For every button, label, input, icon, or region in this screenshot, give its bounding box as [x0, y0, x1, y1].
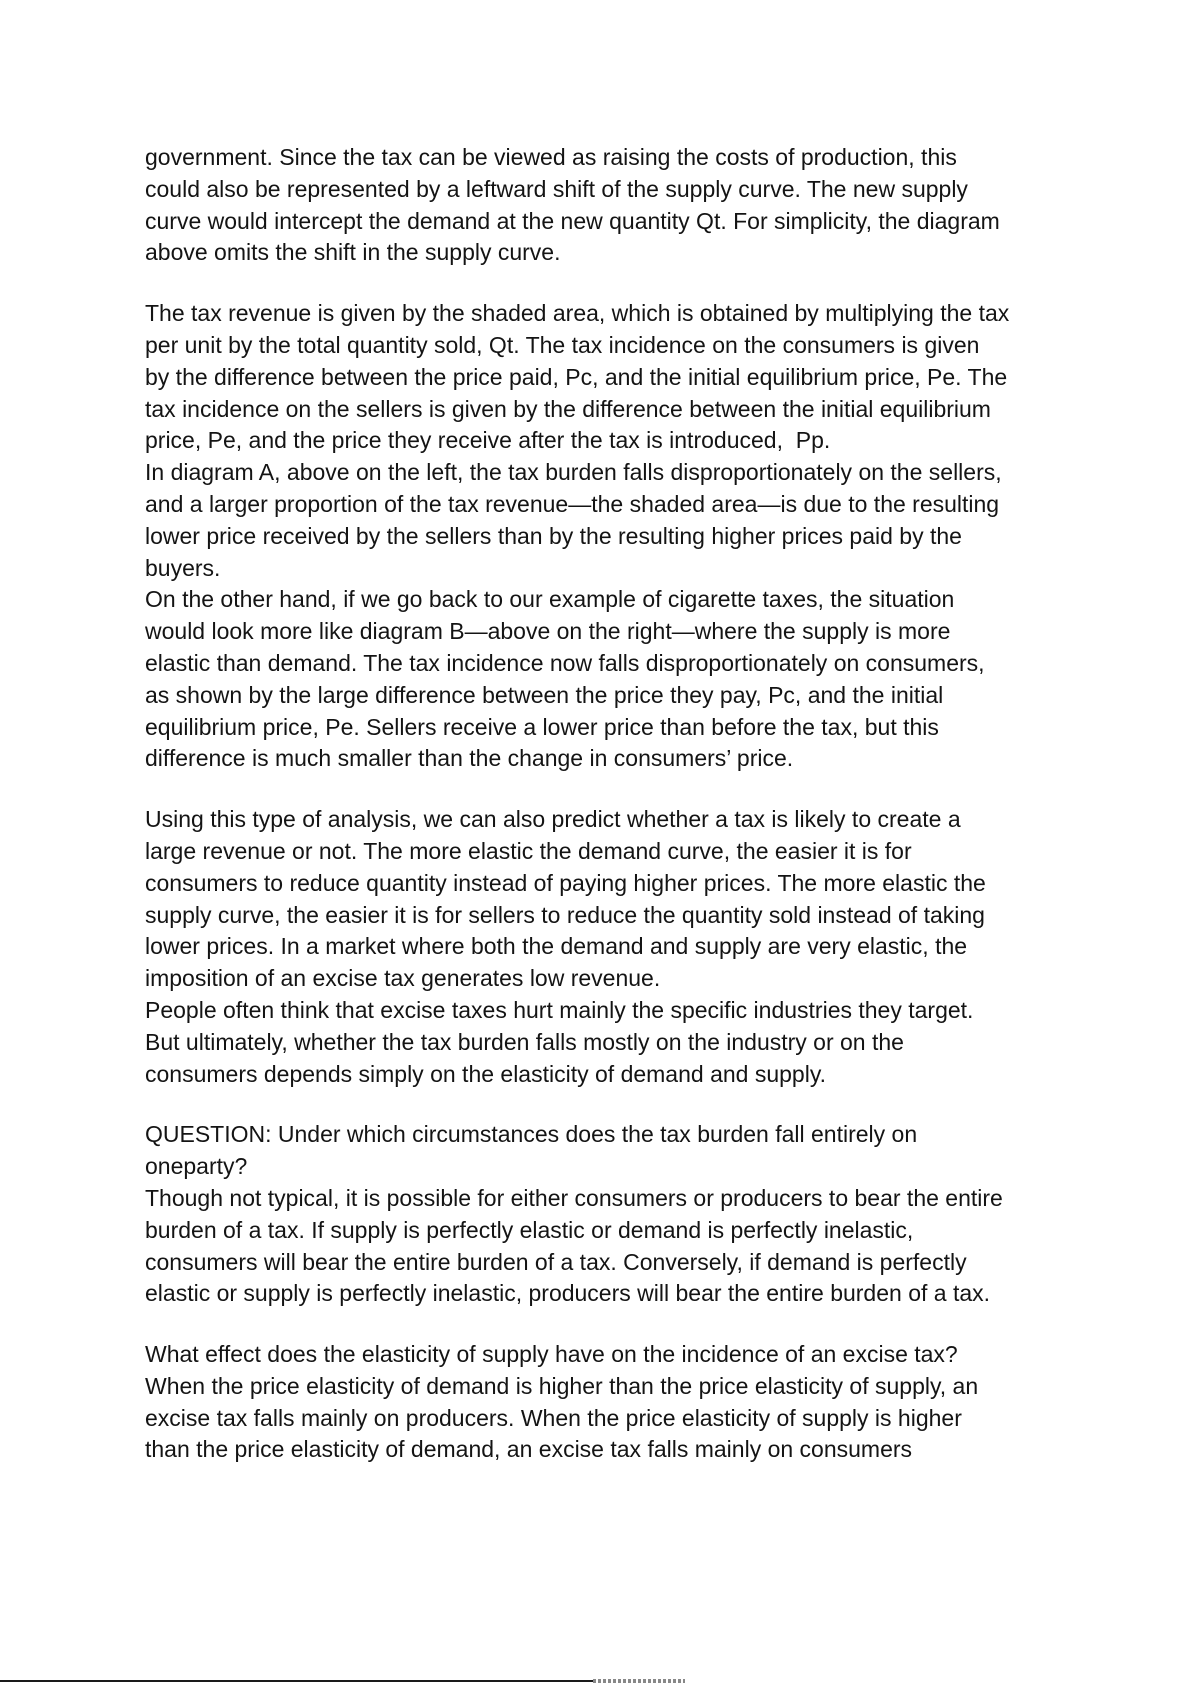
- text-line: What effect does the elasticity of supply have on the incidence of an excise tax?: [145, 1341, 958, 1368]
- text-line: equilibrium price, Pe. Sellers receive a lower price than before the tax, but this: [145, 713, 939, 740]
- paragraph-gap: [145, 269, 1075, 298]
- text-line: consumers depends simply on the elasticity of demand and supply.: [145, 1060, 827, 1087]
- document-body: [145, 142, 1075, 1466]
- text-line: above omits the shift in the supply curve.: [145, 239, 561, 266]
- text-line: In diagram A, above on the left, the tax burden falls disproportionately on the sellers,: [145, 459, 1002, 486]
- text-line: as shown by the large difference between the price they pay, Pc, and the initial: [145, 681, 944, 708]
- text-line: elastic than demand. The tax incidence now falls disproportionately on consumers,: [145, 649, 985, 676]
- text-line: People often think that excise taxes hurt mainly the specific industries they target.: [145, 996, 974, 1023]
- text-line: imposition of an excise tax generates low revenue.: [145, 965, 661, 992]
- paragraph-analysis: [145, 804, 1075, 1090]
- footer-rule: [0, 1680, 593, 1682]
- text-line: excise tax falls mainly on producers. When the price elasticity of supply is higher: [145, 1404, 962, 1431]
- text-line: consumers will bear the entire burden of a tax. Conversely, if demand is perfectly: [145, 1248, 967, 1275]
- text-line: buyers.: [145, 554, 221, 581]
- paragraph-tax-shift: [145, 142, 1075, 269]
- text-line: curve would intercept the demand at the new quantity Qt. For simplicity, the diagram: [145, 207, 1000, 234]
- text-line: government. Since the tax can be viewed as raising the costs of production, this: [145, 144, 957, 170]
- text-line: lower prices. In a market where both the demand and supply are very elastic, the: [145, 933, 968, 960]
- text-line: The tax revenue is given by the shaded area, which is obtained by multiplying the tax: [145, 300, 1010, 327]
- paragraph-tax-revenue: [145, 298, 1075, 775]
- text-line: supply curve, the easier it is for sellers to reduce the quantity sold instead of taking: [145, 901, 985, 928]
- text-line: Though not typical, it is possible for either consumers or producers to bear the entire: [145, 1184, 1003, 1211]
- text-line: When the price elasticity of demand is higher than the price elasticity of supply, an: [145, 1372, 979, 1399]
- text-line: per unit by the total quantity sold, Qt. The tax incidence on the consumers is given: [145, 331, 980, 358]
- text-line: But ultimately, whether the tax burden falls mostly on the industry or on the: [145, 1028, 904, 1055]
- paragraph-gap: [145, 1090, 1075, 1119]
- paragraph-elasticity-effect: [145, 1339, 1075, 1466]
- text-line: than the price elasticity of demand, an excise tax falls mainly on consumers: [145, 1436, 913, 1463]
- paragraph-gap: [145, 775, 1075, 804]
- text-line: oneparty?: [145, 1153, 248, 1180]
- text-line: tax incidence on the sellers is given by the difference between the initial equilibrium: [145, 395, 991, 422]
- text-line: price, Pe, and the price they receive after the tax is introduced, Pp.: [145, 427, 831, 454]
- text-line: would look more like diagram B—above on the right—where the supply is more: [145, 618, 951, 645]
- text-line: Using this type of analysis, we can also predict whether a tax is likely to create a: [145, 806, 961, 833]
- text-line: could also be represented by a leftward shift of the supply curve. The new supply: [145, 175, 968, 202]
- paragraph-gap: [145, 1310, 1075, 1339]
- footer-mark: [593, 1679, 685, 1683]
- text-line: difference is much smaller than the change in consumers’ price.: [145, 745, 794, 772]
- text-line: elastic or supply is perfectly inelastic, producers will bear the entire burden of a tax.: [145, 1280, 991, 1307]
- text-line: and a larger proportion of the tax revenue—the shaded area—is due to the resulting: [145, 490, 1000, 517]
- paragraph-question: [145, 1119, 1075, 1310]
- text-line: lower price received by the sellers than by the resulting higher prices paid by the: [145, 522, 962, 549]
- text-line: large revenue or not. The more elastic the demand curve, the easier it is for: [145, 837, 912, 864]
- text-line: QUESTION: Under which circumstances does the tax burden fall entirely on: [145, 1121, 918, 1148]
- text-line: On the other hand, if we go back to our example of cigarette taxes, the situation: [145, 586, 955, 613]
- text-line: by the difference between the price paid, Pc, and the initial equilibrium price, Pe. The: [145, 363, 1008, 390]
- text-line: burden of a tax. If supply is perfectly elastic or demand is perfectly inelastic,: [145, 1216, 914, 1243]
- text-line: consumers to reduce quantity instead of paying higher prices. The more elastic the: [145, 869, 986, 896]
